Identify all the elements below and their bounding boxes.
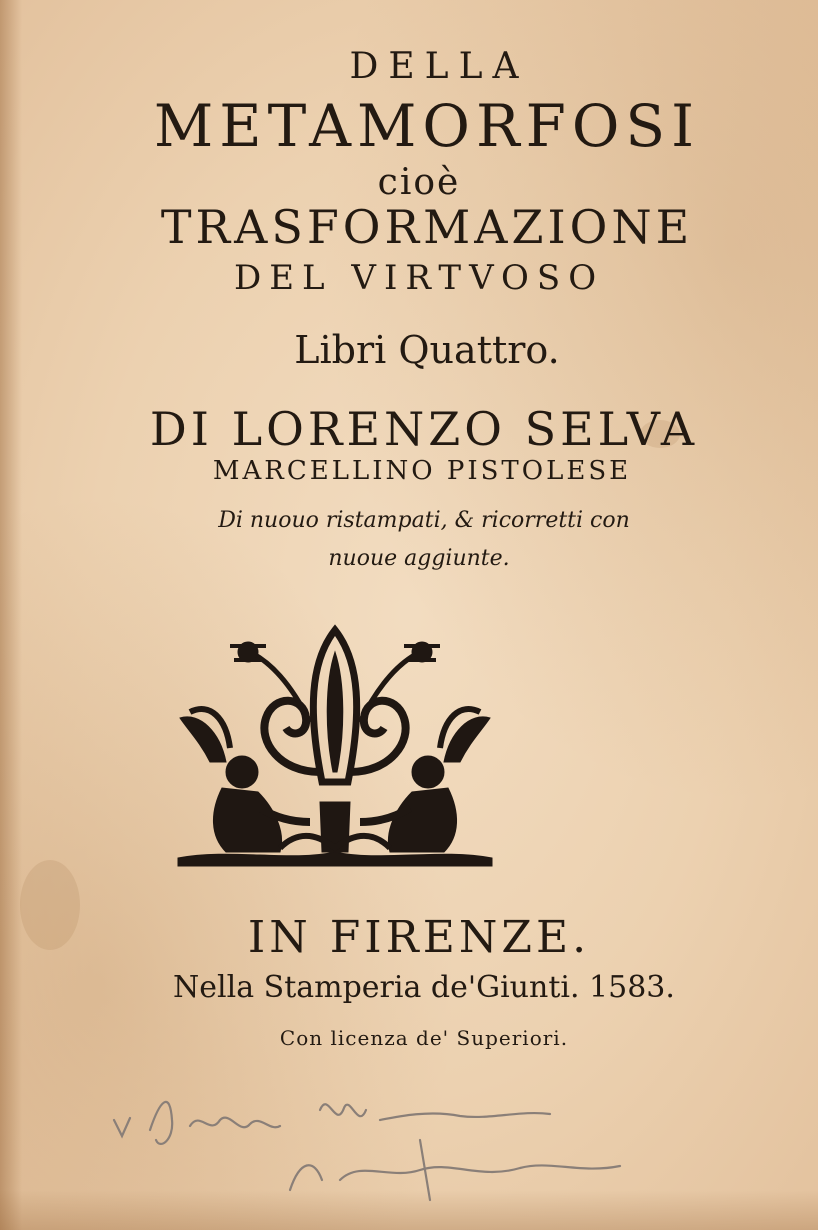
edition-note-line1: Di nuouo ristampati, & ricorretti con <box>218 508 630 533</box>
title-line-cioe: cioè <box>377 162 461 203</box>
subtitle-libri-quattro: Libri Quattro. <box>294 328 560 372</box>
imprint-place: IN FIRENZE. <box>247 912 591 963</box>
author-origin: MARCELLINO PISTOLESE <box>212 456 632 486</box>
title-line-del-virtuoso: DEL VIRTVOSO <box>233 258 605 298</box>
title-line-metamorfosi: METAMORFOSI <box>153 92 701 160</box>
author-name: DI LORENZO SELVA <box>149 402 699 456</box>
edition-note-line2: nuoue aggiunte. <box>328 546 510 571</box>
imprint-printer-date: Nella Stamperia de'Giunti. 1583. <box>173 970 675 1005</box>
pencil-annotation <box>100 1080 660 1210</box>
title-line-della: DELLA <box>349 46 529 87</box>
printers-device-woodcut <box>170 622 500 868</box>
title-line-trasformazione: TRASFORMAZIONE <box>160 200 694 254</box>
license-note: Con licenza de' Superiori. <box>279 1026 569 1050</box>
